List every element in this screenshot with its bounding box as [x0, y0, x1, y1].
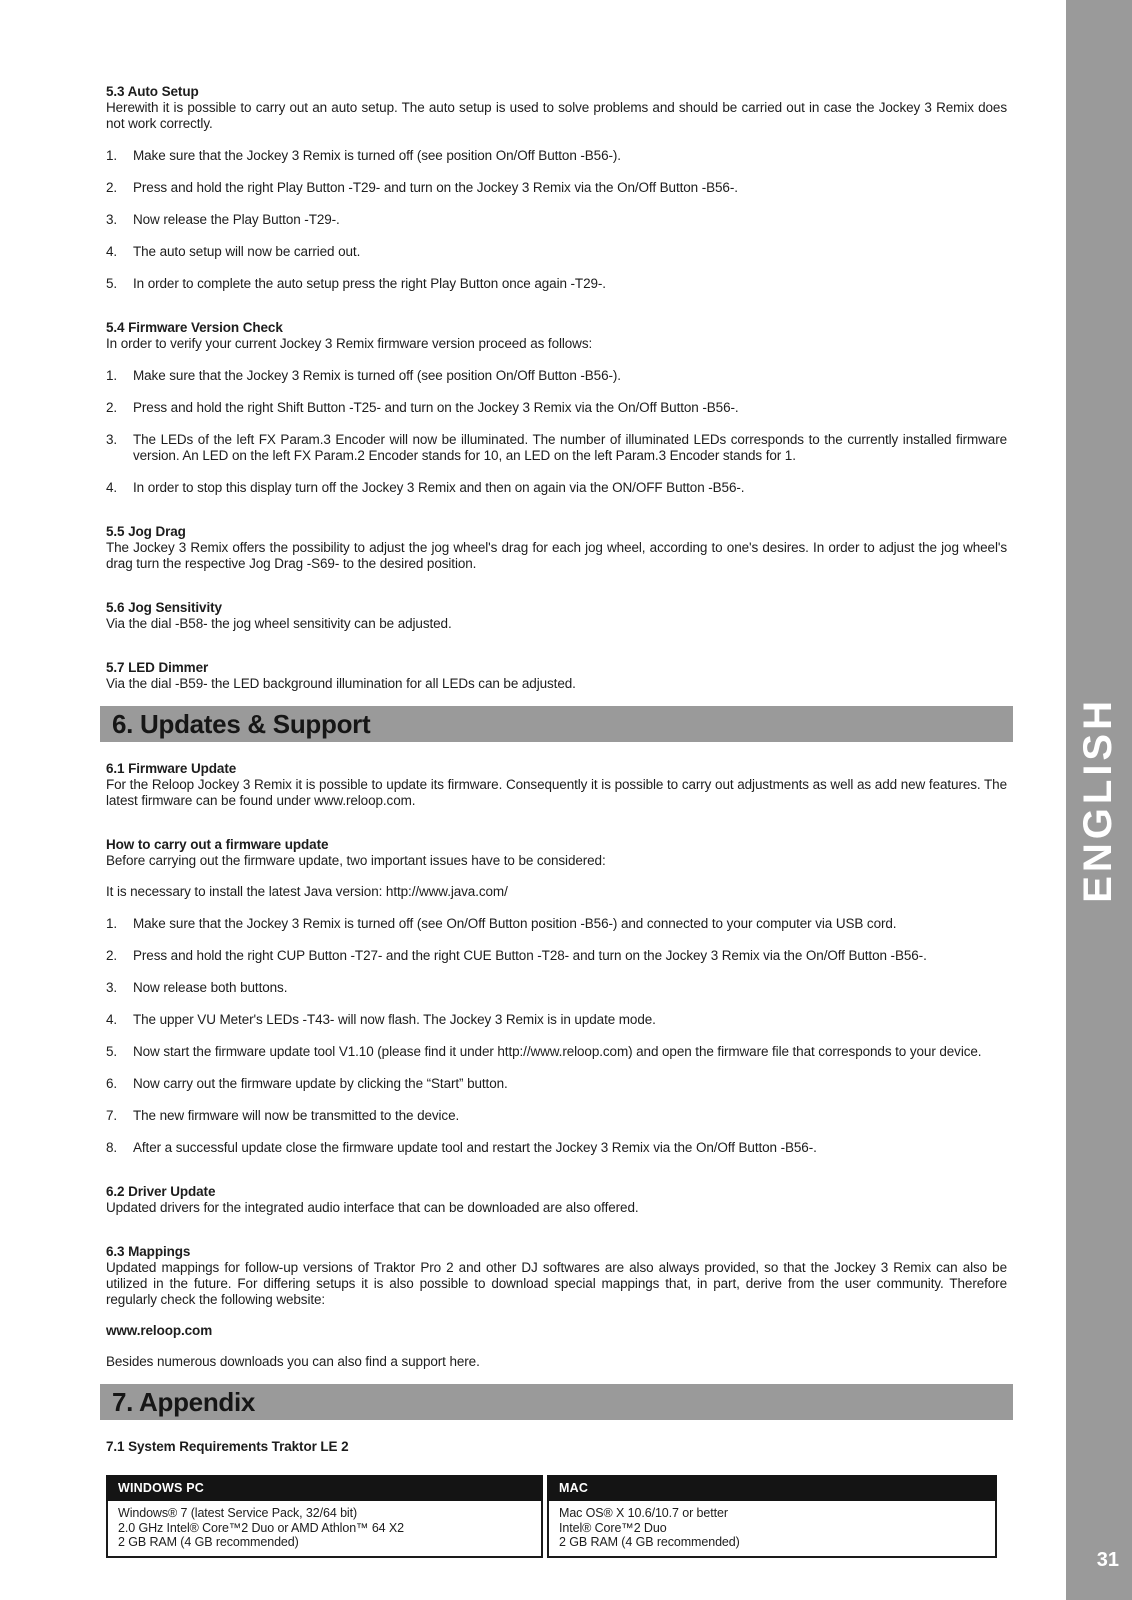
section-heading: How to carry out a firmware update — [106, 837, 329, 852]
table-cell — [547, 1501, 997, 1558]
numbered-list — [106, 916, 1007, 1156]
language-label: ENGLISH — [1076, 697, 1120, 903]
list-item-number: 7. — [106, 1108, 118, 1123]
list-item — [106, 212, 1007, 228]
list-item-text: Now carry out the firmware update by clicking the “Start” button. — [133, 1076, 508, 1091]
table-cell-line: 2 GB RAM (4 GB recommended) — [559, 1535, 740, 1549]
paragraph: Herewith it is possible to carry out an auto setup. The auto setup is used to solve problems and should be carried out in case the Jockey 3 Remix does not work correctly. — [106, 100, 1007, 131]
table-cell — [106, 1501, 543, 1558]
section-heading: 5.4 Firmware Version Check — [106, 320, 283, 335]
section-heading: 6.2 Driver Update — [106, 1184, 216, 1199]
list-item — [106, 368, 1007, 384]
list-item-number: 3. — [106, 212, 118, 227]
list-item-number: 2. — [106, 400, 118, 415]
list-item-text: Make sure that the Jockey 3 Remix is turned off (see position On/Off Button -B56-). — [133, 148, 621, 163]
list-item — [106, 480, 1007, 496]
chapter-banner: 7. Appendix — [100, 1384, 1013, 1420]
section-heading: 6.1 Firmware Update — [106, 761, 237, 776]
list-item — [106, 1044, 1007, 1060]
paragraph: www.reloop.com — [106, 1323, 213, 1338]
list-item-text: The auto setup will now be carried out. — [133, 244, 361, 259]
numbered-list — [106, 148, 1007, 292]
list-item — [106, 244, 1007, 260]
list-item-text: The LEDs of the left FX Param.3 Encoder will now be illuminated. The number of illuminated LEDs corresponds to the currently installed firmware version. An LED on the left FX Param.2 Encoder stands for 10, an LED on the left Param.3 Encoder stands for 1. — [133, 432, 1007, 463]
table-column-header: WINDOWS PC — [106, 1475, 543, 1501]
list-item-number: 2. — [106, 180, 118, 195]
table-cell-line: 2.0 GHz Intel® Core™2 Duo or AMD Athlon™ 64 X2 — [118, 1520, 404, 1535]
list-item-number: 1. — [106, 916, 118, 931]
list-item — [106, 148, 1007, 164]
list-item-number: 3. — [106, 432, 118, 447]
list-item-text: The upper VU Meter's LEDs -T43- will now flash. The Jockey 3 Remix is in update mode. — [133, 1012, 656, 1027]
paragraph: Via the dial -B58- the jog wheel sensitivity can be adjusted. — [106, 616, 452, 631]
table-cell-line: Mac OS® X 10.6/10.7 or better — [559, 1506, 728, 1520]
list-item-text: Make sure that the Jockey 3 Remix is turned off (see On/Off Button position -B56-) and connected to your computer via USB cord. — [133, 916, 897, 931]
section-heading: 5.3 Auto Setup — [106, 84, 199, 99]
list-item-text: Now start the firmware update tool V1.10 (please find it under http://www.reloop.com) and open the firmware file that corresponds to your device. — [133, 1044, 982, 1059]
section-heading: 5.5 Jog Drag — [106, 524, 186, 539]
list-item — [106, 1012, 1007, 1028]
list-item — [106, 1076, 1007, 1092]
list-item — [106, 1140, 1007, 1156]
list-item-text: Press and hold the right Play Button -T29- and turn on the Jockey 3 Remix via the On/Off Button -B56-. — [133, 180, 738, 195]
table-cell-line: Intel® Core™2 Duo — [559, 1520, 667, 1535]
section-heading: 5.6 Jog Sensitivity — [106, 600, 222, 615]
table-cell-line: Windows® 7 (latest Service Pack, 32/64 bit) — [118, 1506, 358, 1520]
list-item-number: 2. — [106, 948, 118, 963]
list-item-text: Now release both buttons. — [133, 980, 288, 995]
chapter-banner: 6. Updates & Support — [100, 706, 1013, 742]
section-heading: 6.3 Mappings — [106, 1244, 191, 1259]
table-column — [106, 1475, 543, 1558]
paragraph: It is necessary to install the latest Java version: http://www.java.com/ — [106, 884, 508, 899]
list-item-number: 4. — [106, 1012, 118, 1027]
section-heading: 5.7 LED Dimmer — [106, 660, 209, 675]
list-item — [106, 180, 1007, 196]
paragraph: Updated mappings for follow-up versions of Traktor Pro 2 and other DJ softwares are also always provided, so that the Jockey 3 Remix can also be utilized in the future. For differing setups it is also possible to download special mappings that, in part, derive from the user community. Therefore regularly check the following website: — [106, 1260, 1007, 1307]
list-item-number: 5. — [106, 276, 118, 291]
paragraph: Via the dial -B59- the LED background illumination for all LEDs can be adjusted. — [106, 676, 576, 691]
list-item — [106, 432, 1007, 464]
paragraph: Updated drivers for the integrated audio interface that can be downloaded are also offered. — [106, 1200, 639, 1215]
list-item-number: 6. — [106, 1076, 118, 1091]
page-number: 31 — [1096, 1549, 1119, 1571]
list-item-number: 8. — [106, 1140, 118, 1155]
list-item-text: Press and hold the right CUP Button -T27- and the right CUE Button -T28- and turn on the Jockey 3 Remix via the On/Off Button -B56-. — [133, 948, 927, 963]
list-item-number: 1. — [106, 148, 118, 163]
paragraph: For the Reloop Jockey 3 Remix it is possible to update its firmware. Consequently it is possible to carry out adjustments as well as add new features. The latest firmware can be found under www.reloop.com. — [106, 777, 1007, 808]
list-item-text: After a successful update close the firmware update tool and restart the Jockey 3 Remix via the On/Off Button -B56-. — [133, 1140, 817, 1155]
list-item-number: 4. — [106, 244, 118, 259]
system-requirements-table — [106, 1475, 997, 1558]
list-item — [106, 1108, 1007, 1124]
list-item-text: In order to complete the auto setup press the right Play Button once again -T29-. — [133, 276, 606, 291]
list-item — [106, 400, 1007, 416]
list-item-number: 1. — [106, 368, 118, 383]
table-cell-line: 2 GB RAM (4 GB recommended) — [118, 1535, 299, 1549]
content-sections — [106, 84, 1007, 1558]
section-heading: 7.1 System Requirements Traktor LE 2 — [106, 1439, 349, 1454]
list-item — [106, 916, 1007, 932]
list-item — [106, 980, 1007, 996]
table-column-header: MAC — [547, 1475, 997, 1501]
list-item-number: 3. — [106, 980, 118, 995]
paragraph: Besides numerous downloads you can also find a support here. — [106, 1354, 480, 1369]
list-item-text: In order to stop this display turn off the Jockey 3 Remix and then on again via the ON/OFF Button -B56-. — [133, 480, 745, 495]
list-item-text: Now release the Play Button -T29-. — [133, 212, 340, 227]
paragraph: Before carrying out the firmware update, two important issues have to be considered: — [106, 853, 606, 868]
language-sidebar — [1066, 0, 1132, 1600]
paragraph: The Jockey 3 Remix offers the possibility to adjust the jog wheel's drag for each jog wheel, according to one's desires. In order to adjust the jog wheel's drag turn the respective Jog Drag -S69- to the desired position. — [106, 540, 1007, 571]
manual-page-content — [106, 56, 1007, 1558]
list-item — [106, 276, 1007, 292]
table-column — [547, 1475, 997, 1558]
list-item — [106, 948, 1007, 964]
numbered-list — [106, 368, 1007, 496]
list-item-text: Press and hold the right Shift Button -T25- and turn on the Jockey 3 Remix via the On/Off Button -B56-. — [133, 400, 739, 415]
list-item-number: 4. — [106, 480, 118, 495]
list-item-text: The new firmware will now be transmitted to the device. — [133, 1108, 460, 1123]
paragraph: In order to verify your current Jockey 3 Remix firmware version proceed as follows: — [106, 336, 593, 351]
list-item-number: 5. — [106, 1044, 118, 1059]
list-item-text: Make sure that the Jockey 3 Remix is turned off (see position On/Off Button -B56-). — [133, 368, 621, 383]
